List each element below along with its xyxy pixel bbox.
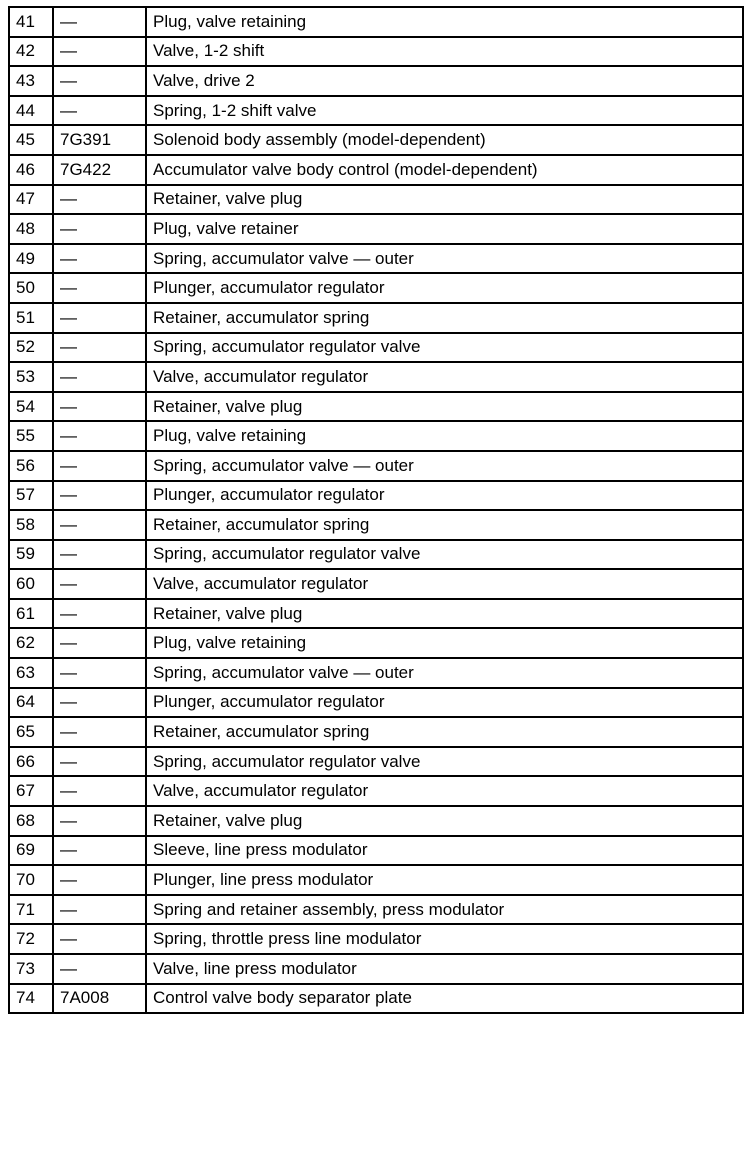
part-number-cell: — — [53, 806, 146, 836]
part-number-cell: — — [53, 37, 146, 67]
description-cell: Retainer, accumulator spring — [146, 717, 743, 747]
table-row — [9, 155, 743, 185]
part-number-cell: — — [53, 688, 146, 718]
item-number-cell: 50 — [9, 273, 53, 303]
description-cell: Spring, throttle press line modulator — [146, 924, 743, 954]
item-number-cell: 47 — [9, 185, 53, 215]
table-row — [9, 214, 743, 244]
description-cell: Valve, line press modulator — [146, 954, 743, 984]
description-cell: Sleeve, line press modulator — [146, 836, 743, 866]
description-cell: Retainer, valve plug — [146, 806, 743, 836]
part-number-cell: — — [53, 66, 146, 96]
item-number-cell: 53 — [9, 362, 53, 392]
table-row — [9, 569, 743, 599]
part-number-cell: — — [53, 540, 146, 570]
description-cell: Valve, accumulator regulator — [146, 362, 743, 392]
description-cell: Plunger, accumulator regulator — [146, 273, 743, 303]
item-number-cell: 48 — [9, 214, 53, 244]
description-cell: Control valve body separator plate — [146, 984, 743, 1014]
item-number-cell: 46 — [9, 155, 53, 185]
part-number-cell: — — [53, 599, 146, 629]
description-cell: Solenoid body assembly (model-dependent) — [146, 125, 743, 155]
item-number-cell: 63 — [9, 658, 53, 688]
part-number-cell: 7A008 — [53, 984, 146, 1014]
table-row — [9, 688, 743, 718]
description-cell: Plug, valve retaining — [146, 7, 743, 37]
description-cell: Valve, accumulator regulator — [146, 569, 743, 599]
description-cell: Retainer, valve plug — [146, 392, 743, 422]
item-number-cell: 52 — [9, 333, 53, 363]
item-number-cell: 64 — [9, 688, 53, 718]
description-cell: Plug, valve retainer — [146, 214, 743, 244]
table-row — [9, 776, 743, 806]
part-number-cell: — — [53, 7, 146, 37]
item-number-cell: 55 — [9, 421, 53, 451]
part-number-cell: — — [53, 836, 146, 866]
item-number-cell: 59 — [9, 540, 53, 570]
table-row — [9, 717, 743, 747]
part-number-cell: — — [53, 96, 146, 126]
part-number-cell: — — [53, 717, 146, 747]
table-row — [9, 244, 743, 274]
table-row — [9, 273, 743, 303]
item-number-cell: 74 — [9, 984, 53, 1014]
part-number-cell: — — [53, 185, 146, 215]
item-number-cell: 43 — [9, 66, 53, 96]
part-number-cell: — — [53, 776, 146, 806]
part-number-cell: — — [53, 244, 146, 274]
part-number-cell: — — [53, 569, 146, 599]
item-number-cell: 62 — [9, 628, 53, 658]
table-row — [9, 125, 743, 155]
item-number-cell: 65 — [9, 717, 53, 747]
item-number-cell: 45 — [9, 125, 53, 155]
table-row — [9, 658, 743, 688]
item-number-cell: 49 — [9, 244, 53, 274]
part-number-cell: — — [53, 214, 146, 244]
table-row — [9, 66, 743, 96]
table-row — [9, 7, 743, 37]
part-number-cell: — — [53, 658, 146, 688]
item-number-cell: 69 — [9, 836, 53, 866]
part-number-cell: — — [53, 924, 146, 954]
description-cell: Valve, 1-2 shift — [146, 37, 743, 67]
table-row — [9, 836, 743, 866]
description-cell: Retainer, accumulator spring — [146, 303, 743, 333]
table-row — [9, 451, 743, 481]
item-number-cell: 51 — [9, 303, 53, 333]
part-number-cell: — — [53, 481, 146, 511]
part-number-cell: — — [53, 421, 146, 451]
part-number-cell: 7G422 — [53, 155, 146, 185]
parts-table — [8, 6, 744, 1014]
item-number-cell: 42 — [9, 37, 53, 67]
item-number-cell: 60 — [9, 569, 53, 599]
part-number-cell: — — [53, 362, 146, 392]
description-cell: Spring, accumulator valve — outer — [146, 658, 743, 688]
description-cell: Spring, accumulator regulator valve — [146, 747, 743, 777]
part-number-cell: — — [53, 303, 146, 333]
table-row — [9, 895, 743, 925]
table-row — [9, 37, 743, 67]
part-number-cell: — — [53, 865, 146, 895]
part-number-cell: — — [53, 895, 146, 925]
table-row — [9, 392, 743, 422]
table-row — [9, 599, 743, 629]
description-cell: Spring, accumulator valve — outer — [146, 244, 743, 274]
part-number-cell: — — [53, 954, 146, 984]
part-number-cell: — — [53, 510, 146, 540]
part-number-cell: — — [53, 392, 146, 422]
description-cell: Retainer, valve plug — [146, 599, 743, 629]
table-row — [9, 481, 743, 511]
description-cell: Accumulator valve body control (model-dependent) — [146, 155, 743, 185]
part-number-cell: — — [53, 333, 146, 363]
table-row — [9, 954, 743, 984]
table-row — [9, 984, 743, 1014]
table-row — [9, 362, 743, 392]
item-number-cell: 44 — [9, 96, 53, 126]
item-number-cell: 67 — [9, 776, 53, 806]
table-row — [9, 185, 743, 215]
description-cell: Plug, valve retaining — [146, 628, 743, 658]
description-cell: Spring and retainer assembly, press modulator — [146, 895, 743, 925]
table-row — [9, 628, 743, 658]
item-number-cell: 70 — [9, 865, 53, 895]
table-row — [9, 303, 743, 333]
item-number-cell: 58 — [9, 510, 53, 540]
description-cell: Valve, drive 2 — [146, 66, 743, 96]
item-number-cell: 66 — [9, 747, 53, 777]
part-number-cell: 7G391 — [53, 125, 146, 155]
item-number-cell: 72 — [9, 924, 53, 954]
item-number-cell: 68 — [9, 806, 53, 836]
description-cell: Spring, accumulator valve — outer — [146, 451, 743, 481]
table-row — [9, 924, 743, 954]
item-number-cell: 71 — [9, 895, 53, 925]
part-number-cell: — — [53, 747, 146, 777]
item-number-cell: 57 — [9, 481, 53, 511]
description-cell: Valve, accumulator regulator — [146, 776, 743, 806]
description-cell: Plunger, line press modulator — [146, 865, 743, 895]
item-number-cell: 41 — [9, 7, 53, 37]
table-row — [9, 540, 743, 570]
table-row — [9, 865, 743, 895]
description-cell: Spring, accumulator regulator valve — [146, 540, 743, 570]
description-cell: Plunger, accumulator regulator — [146, 481, 743, 511]
table-row — [9, 421, 743, 451]
item-number-cell: 54 — [9, 392, 53, 422]
item-number-cell: 61 — [9, 599, 53, 629]
description-cell: Retainer, valve plug — [146, 185, 743, 215]
description-cell: Plunger, accumulator regulator — [146, 688, 743, 718]
item-number-cell: 73 — [9, 954, 53, 984]
table-row — [9, 510, 743, 540]
part-number-cell: — — [53, 273, 146, 303]
table-row — [9, 96, 743, 126]
item-number-cell: 56 — [9, 451, 53, 481]
parts-table-body — [9, 7, 743, 1013]
table-row — [9, 333, 743, 363]
table-row — [9, 747, 743, 777]
description-cell: Spring, accumulator regulator valve — [146, 333, 743, 363]
description-cell: Retainer, accumulator spring — [146, 510, 743, 540]
part-number-cell: — — [53, 628, 146, 658]
description-cell: Spring, 1-2 shift valve — [146, 96, 743, 126]
table-row — [9, 806, 743, 836]
part-number-cell: — — [53, 451, 146, 481]
description-cell: Plug, valve retaining — [146, 421, 743, 451]
